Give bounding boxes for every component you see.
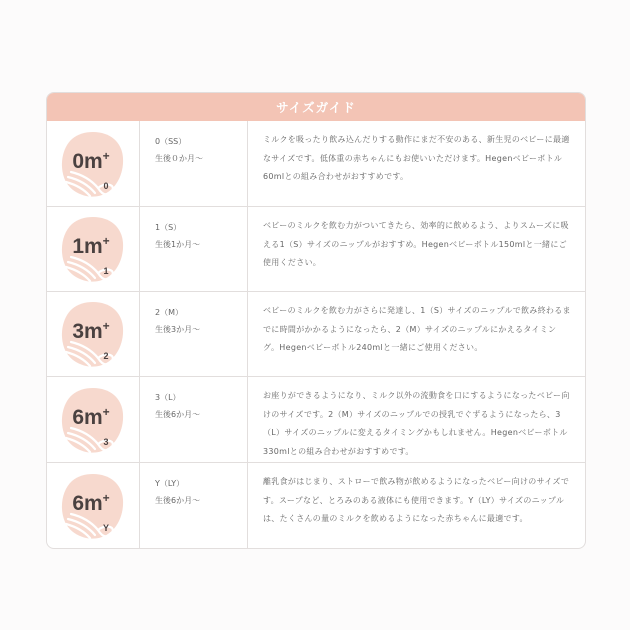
age-label: 生後3か月～ bbox=[155, 325, 201, 334]
size-row bbox=[47, 121, 585, 206]
nipple-badge-cell bbox=[47, 207, 140, 291]
nipple-size-label: 1 bbox=[103, 266, 109, 276]
size-info-cell bbox=[140, 207, 248, 291]
size-description: ベビーのミルクを飲む力がついてきたら、効率的に飲めるよう、よりスムーズに吸える1（S）サイズのニップルがおすすめ。Hegenベビーボトル150mlと一緒にご使用ください。 bbox=[263, 221, 569, 267]
nipple-age-badge-icon bbox=[58, 298, 128, 370]
size-info-cell bbox=[140, 377, 248, 462]
size-info-cell bbox=[140, 121, 248, 206]
size-description: ベビーのミルクを飲む力がさらに発達し、1（S）サイズのニップルで飲み終わるまでに時間がかかるようになったら、2（M）サイズのニップルにかえるタイミング。Hegenベビーボトル240mlと一緒にご使用ください。 bbox=[263, 306, 571, 352]
size-info-cell bbox=[140, 292, 248, 376]
age-badge-label: 0m+ bbox=[72, 148, 110, 173]
size-name: 1（S） bbox=[155, 223, 182, 232]
nipple-age-badge-icon bbox=[58, 213, 128, 285]
age-label: 生後6か月～ bbox=[155, 496, 201, 505]
nipple-age-badge-icon bbox=[58, 384, 128, 456]
nipple-size-label: 2 bbox=[103, 351, 109, 361]
size-guide-table bbox=[46, 92, 586, 549]
age-badge-label: 6m+ bbox=[72, 490, 110, 515]
size-description: ミルクを吸ったり飲み込んだりする動作にまだ不安のある、新生児のベビーに最適なサイズです。低体重の赤ちゃんにもお使いいただけます。Hegenベビーボトル60mlとの組み合わせがおすすめです。 bbox=[263, 135, 570, 181]
age-badge-label: 6m+ bbox=[72, 404, 110, 429]
size-name: Y（LY） bbox=[155, 479, 185, 488]
size-row bbox=[47, 462, 585, 548]
age-label: 生後6か月～ bbox=[155, 410, 201, 419]
nipple-age-badge-icon bbox=[58, 470, 128, 542]
size-description: お座りができるようになり、ミルク以外の流動食を口にするようになったベビー向けのサイズです。2（M）サイズのニップルでの授乳でぐずるようになったら、3（L）サイズのニップルに変えるタイミングかもしれません。Hegenベビーボトル330mlとの組み合わせがおすすめです。 bbox=[263, 391, 570, 456]
size-guide-rows bbox=[47, 121, 585, 548]
size-row bbox=[47, 291, 585, 376]
size-guide-title: サイズガイド bbox=[276, 100, 356, 115]
age-label: 生後０か月～ bbox=[155, 154, 203, 163]
age-badge-label: 3m+ bbox=[72, 319, 110, 343]
size-name: 3（L） bbox=[155, 393, 181, 402]
age-label: 生後1か月～ bbox=[155, 240, 201, 249]
size-row bbox=[47, 376, 585, 462]
nipple-size-label: 3 bbox=[103, 436, 109, 447]
nipple-size-label: Y bbox=[102, 522, 110, 533]
age-badge-label: 1m+ bbox=[72, 234, 110, 258]
size-guide-header bbox=[47, 93, 585, 121]
size-name: 2（M） bbox=[155, 308, 183, 317]
nipple-size-label: 0 bbox=[103, 180, 109, 191]
nipple-badge-cell bbox=[47, 292, 140, 376]
size-description: 離乳食がはじまり、ストローで飲み物が飲めるようになったベビー向けのサイズです。スープなど、とろみのある液体にも使用できます。Y（LY）サイズのニップルは、たくさんの量のミルクを飲めるようになった赤ちゃんに最適です。 bbox=[263, 477, 570, 523]
size-name: 0（SS） bbox=[155, 137, 187, 146]
size-info-cell bbox=[140, 463, 248, 548]
nipple-age-badge-icon bbox=[58, 128, 128, 200]
nipple-badge-cell bbox=[47, 463, 140, 548]
nipple-badge-cell bbox=[47, 121, 140, 206]
size-row bbox=[47, 206, 585, 291]
nipple-badge-cell bbox=[47, 377, 140, 462]
